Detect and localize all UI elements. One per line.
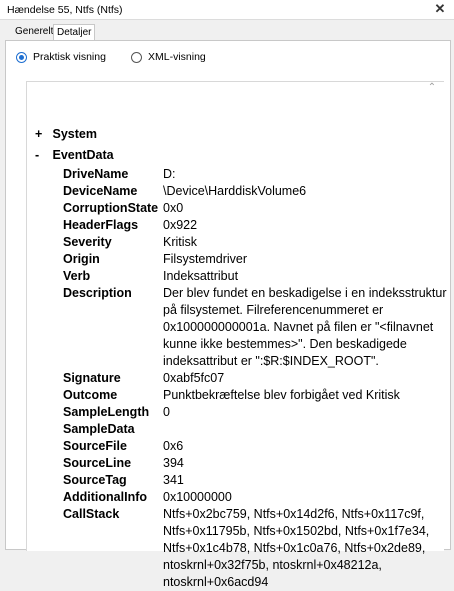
field-row bbox=[63, 387, 453, 404]
field-row bbox=[63, 489, 453, 506]
radio-praktisk-visning[interactable] bbox=[16, 47, 106, 67]
field-row bbox=[63, 166, 453, 183]
field-row bbox=[63, 200, 453, 217]
field-row bbox=[63, 455, 453, 472]
field-value: Kritisk bbox=[163, 235, 198, 249]
field-value: 0x0 bbox=[163, 201, 184, 215]
field-row bbox=[63, 251, 453, 268]
details-panel bbox=[5, 40, 451, 589]
field-key: HeaderFlags bbox=[63, 218, 139, 232]
field-value: 0xabf5fc07 bbox=[163, 371, 225, 385]
tab-generelt[interactable]: Generelt bbox=[15, 26, 54, 37]
field-row bbox=[63, 421, 453, 438]
field-key: Signature bbox=[63, 371, 121, 385]
field-value: 394 bbox=[163, 456, 184, 470]
radio-xml-label: XML-visning bbox=[148, 51, 206, 63]
tree-node-eventdata[interactable] bbox=[35, 148, 114, 162]
field-key: SourceLine bbox=[63, 456, 132, 470]
node-label-eventdata: EventData bbox=[52, 148, 114, 162]
field-key: Description bbox=[63, 286, 132, 300]
field-row bbox=[63, 438, 453, 455]
field-key: CorruptionState bbox=[63, 201, 159, 215]
field-value: 0 bbox=[163, 405, 170, 419]
field-value: Filsystemdriver bbox=[163, 252, 248, 266]
title-bar bbox=[0, 0, 454, 20]
field-value: 0x6 bbox=[163, 439, 184, 453]
field-row bbox=[63, 506, 453, 591]
field-value: 341 bbox=[163, 473, 184, 487]
event-viewer-content[interactable] bbox=[26, 81, 447, 589]
field-value: D: bbox=[163, 167, 176, 181]
field-row bbox=[63, 234, 453, 251]
radio-xml-visning[interactable] bbox=[131, 47, 206, 67]
field-key: CallStack bbox=[63, 507, 120, 521]
radio-unchecked-icon bbox=[131, 52, 142, 63]
field-value: \Device\HarddiskVolume6 bbox=[163, 184, 307, 198]
field-key: Origin bbox=[63, 252, 100, 266]
collapse-toggle[interactable]: - bbox=[35, 148, 40, 162]
field-row bbox=[63, 217, 453, 234]
field-key: AdditionalInfo bbox=[63, 490, 148, 504]
field-row bbox=[63, 285, 453, 370]
field-key: SourceFile bbox=[63, 439, 127, 453]
chevron-up-icon[interactable]: ⌃ bbox=[427, 82, 437, 93]
tab-detaljer[interactable]: Detaljer bbox=[53, 24, 95, 41]
field-row bbox=[63, 472, 453, 489]
expand-toggle[interactable]: + bbox=[35, 127, 43, 141]
field-key: DeviceName bbox=[63, 184, 138, 198]
field-key: Verb bbox=[63, 269, 91, 283]
field-value: 0x10000000 bbox=[163, 490, 232, 504]
field-key: Severity bbox=[63, 235, 112, 249]
tree-node-system[interactable] bbox=[35, 127, 97, 141]
view-options bbox=[6, 47, 452, 67]
tab-strip bbox=[0, 24, 454, 40]
field-value: 0x922 bbox=[163, 218, 198, 232]
field-key: Outcome bbox=[63, 388, 118, 402]
field-value: Punktbekræftelse blev forbigået ved Kritisk bbox=[163, 388, 400, 402]
field-row bbox=[63, 268, 453, 285]
window-title: Hændelse 55, Ntfs (Ntfs) bbox=[7, 4, 123, 16]
eventdata-fields bbox=[63, 166, 453, 591]
field-value: Der blev fundet en beskadigelse i en indeksstruktur på filsystemet. Filreferencenummeret er 0x100000000001a. Navnet på filen er "<filnavnet kunne ikke bestemmes>". Den beskadigede indeksattribut er ":$R:$INDEX_ROOT". bbox=[163, 286, 447, 368]
field-row bbox=[63, 183, 453, 200]
node-label-system: System bbox=[52, 127, 97, 141]
field-value bbox=[163, 421, 453, 438]
field-key: DriveName bbox=[63, 167, 129, 181]
radio-praktisk-label: Praktisk visning bbox=[33, 51, 106, 63]
field-row bbox=[63, 404, 453, 421]
field-key: SampleData bbox=[63, 422, 135, 436]
field-key: SampleLength bbox=[63, 405, 150, 419]
field-value: Ntfs+0x2bc759, Ntfs+0x14d2f6, Ntfs+0x117c9f, Ntfs+0x11795b, Ntfs+0x1502bd, Ntfs+0x1f7e34, Ntfs+0x1c4b78, Ntfs+0x1c0a76, Ntfs+0x2de89, ntoskrnl+0x32f75b, ntoskrnl+0x48212a, ntoskrnl+0x6acd94 bbox=[163, 507, 430, 589]
field-row bbox=[63, 370, 453, 387]
field-value: Indeksattribut bbox=[163, 269, 239, 283]
field-key: SourceTag bbox=[63, 473, 127, 487]
close-icon[interactable]: ✕ bbox=[434, 1, 446, 16]
radio-checked-icon bbox=[16, 52, 27, 63]
